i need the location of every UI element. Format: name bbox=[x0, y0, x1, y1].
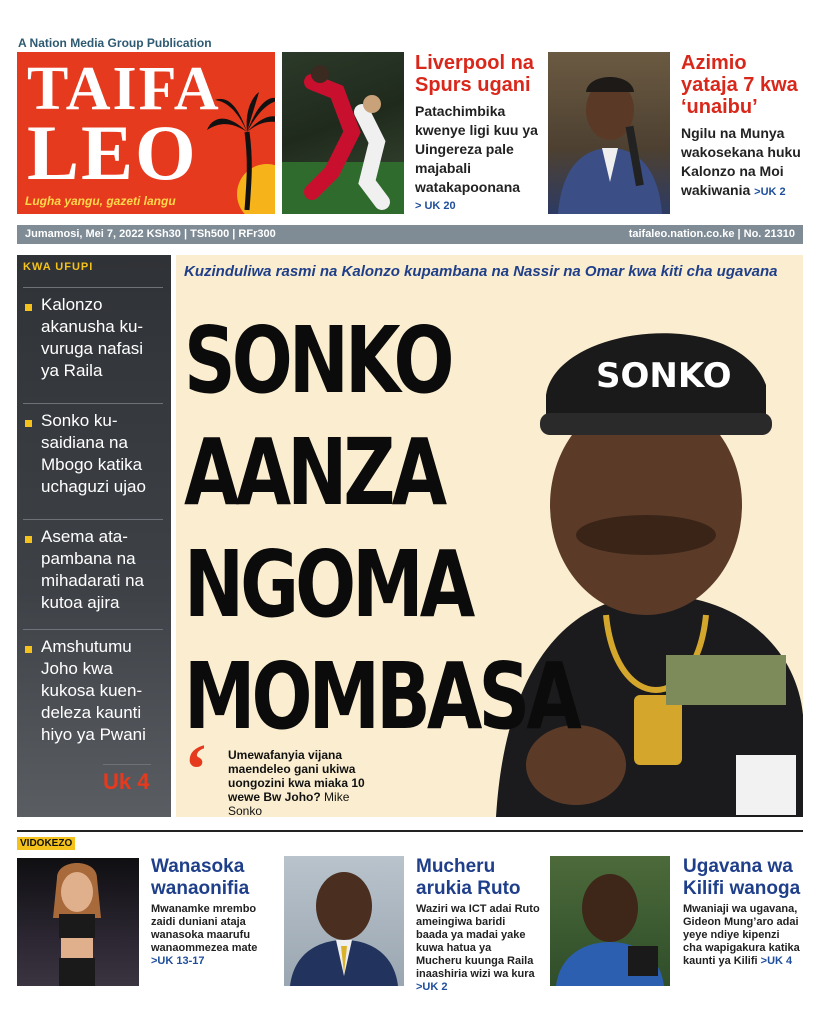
bottom-body-text: Mwanamke mrembo zaidi duniani ataja wanasoka maarufu wanaommezea mate bbox=[151, 903, 258, 954]
bottom-headline-line: Kilifi wanoga bbox=[683, 878, 801, 899]
teaser-headline-line: yataja 7 kwa bbox=[681, 74, 798, 96]
cap-text: SONKO bbox=[596, 356, 732, 396]
bullet-icon bbox=[25, 420, 32, 427]
teaser-headline-line: Azimio bbox=[681, 52, 747, 74]
bottom-headline-wanasoka[interactable] bbox=[151, 856, 276, 900]
bottom-headline-line: Ugavana wa bbox=[683, 856, 793, 877]
headline-line: NGOMA bbox=[184, 531, 472, 638]
quote-mark-icon: ‘ bbox=[184, 729, 208, 809]
teaser-headline-line: Liverpool na bbox=[415, 52, 534, 74]
sidebar-item[interactable] bbox=[23, 287, 163, 403]
bullet-icon bbox=[25, 304, 32, 311]
bottom-headline-line: wanaonifia bbox=[151, 878, 250, 899]
headline-line: SONKO bbox=[184, 307, 451, 414]
main-story bbox=[176, 255, 803, 817]
bottom-headline-line: Mucheru bbox=[416, 856, 496, 877]
logo-word-taifa: TAIFA bbox=[27, 55, 221, 123]
date-price-bar bbox=[17, 225, 803, 244]
sidebar-item-text: Sonko ku-saidiana na Mbogo katika uchaguzi ujao bbox=[41, 411, 146, 496]
pull-quote-text: Umewafanyia vijana maendeleo gani ukiwa uongozini kwa miaka 10 wewe Bw Joho? bbox=[228, 748, 365, 804]
bottom-headline-line: Wanasoka bbox=[151, 856, 245, 877]
teaser-body-azimio bbox=[681, 124, 803, 202]
model-photo[interactable] bbox=[17, 858, 139, 986]
masthead-tagline: Lugha yangu, gazeti langu bbox=[25, 194, 176, 208]
sidebar-item[interactable] bbox=[23, 403, 163, 519]
teaser-body-liverpool bbox=[415, 102, 543, 216]
teaser-headline-line: ‘unaibu’ bbox=[681, 96, 758, 118]
bottom-headline-kilifi[interactable] bbox=[683, 856, 807, 900]
football-photo[interactable] bbox=[282, 52, 404, 214]
kwa-ufupi-sidebar bbox=[17, 255, 171, 817]
date-price-text: Jumamosi, Mei 7, 2022 KSh30 | TSh500 | RFr300 bbox=[25, 228, 276, 240]
page-ref-link[interactable]: >UK 4 bbox=[760, 955, 793, 967]
teaser-body-text: Ngilu na Munya wakosekana huku Kalonzo na Moi wakiwania bbox=[681, 125, 801, 198]
logo-word-leo: LEO bbox=[27, 109, 198, 196]
headline-line: MOMBASA bbox=[184, 643, 578, 750]
bottom-headline-line: arukia Ruto bbox=[416, 878, 521, 899]
sidebar-item[interactable] bbox=[23, 629, 163, 759]
page-ref-link[interactable]: > UK 20 bbox=[415, 200, 456, 212]
bullet-icon bbox=[25, 646, 32, 653]
main-kicker: Kuzinduliwa rasmi na Kalonzo kupambana na Nassir na Omar kwa kiti cha ugavana bbox=[184, 263, 778, 280]
sidebar-item-text: Amshutumu Joho kwa kukosa kuen-deleza kaunti hiyo ya Pwani bbox=[41, 637, 146, 744]
sidebar-item-text: Kalonzo akanusha ku-vuruga nafasi ya Raila bbox=[41, 295, 144, 380]
main-headline[interactable] bbox=[184, 305, 578, 753]
masthead-logo[interactable] bbox=[17, 52, 275, 214]
sidebar-heading: KWA UFUPI bbox=[23, 261, 94, 273]
page-ref-link[interactable]: >UK 2 bbox=[416, 981, 448, 993]
headline-line: AANZA bbox=[184, 419, 444, 526]
vidokezo-label: VIDOKEZO bbox=[17, 837, 75, 850]
site-issue-text[interactable]: taifaleo.nation.co.ke | No. 21310 bbox=[628, 228, 795, 240]
teaser-headline-azimio[interactable] bbox=[681, 52, 803, 118]
pull-quote-attribution: Mike Sonko bbox=[228, 790, 350, 817]
mungaro-photo[interactable] bbox=[550, 856, 670, 986]
sidebar-item[interactable] bbox=[23, 519, 163, 629]
teaser-body-text: Patachimbika kwenye ligi kuu ya Uingereza pale majabali watakapoonana bbox=[415, 103, 538, 195]
sidebar-item-text: Asema ata-pambana na mihadarati na kutoa ajira bbox=[41, 527, 145, 612]
bottom-body-mucheru bbox=[416, 903, 540, 994]
bottom-body-kilifi bbox=[683, 903, 801, 968]
ruto-photo[interactable] bbox=[284, 856, 404, 986]
page-ref-link[interactable]: >UK 13-17 bbox=[151, 955, 205, 967]
page-ref-link[interactable]: >UK 2 bbox=[754, 186, 786, 198]
pull-quote bbox=[228, 748, 368, 817]
kalonzo-photo[interactable] bbox=[548, 52, 670, 214]
sidebar-page-ref[interactable]: Uk 4 bbox=[103, 764, 151, 795]
section-divider bbox=[17, 830, 803, 832]
bottom-body-text: Waziri wa ICT adai Ruto ameingiwa baridi baada ya madai yake kuwa hatua ya Mucheru kuunga Raila inaashiria wizi wa kura bbox=[416, 903, 540, 980]
teaser-headline-line: Spurs ugani bbox=[415, 74, 531, 96]
bottom-body-text: Mwaniaji wa ugavana, Gideon Mung’aro adai yeye ndiye kipenzi cha wapigakura katika kaunti ya Kilifi bbox=[683, 903, 800, 967]
publication-label: A Nation Media Group Publication bbox=[18, 36, 212, 50]
bottom-body-wanasoka bbox=[151, 903, 271, 968]
bullet-icon bbox=[25, 536, 32, 543]
teaser-headline-liverpool[interactable] bbox=[415, 52, 543, 96]
bottom-headline-mucheru[interactable] bbox=[416, 856, 541, 900]
